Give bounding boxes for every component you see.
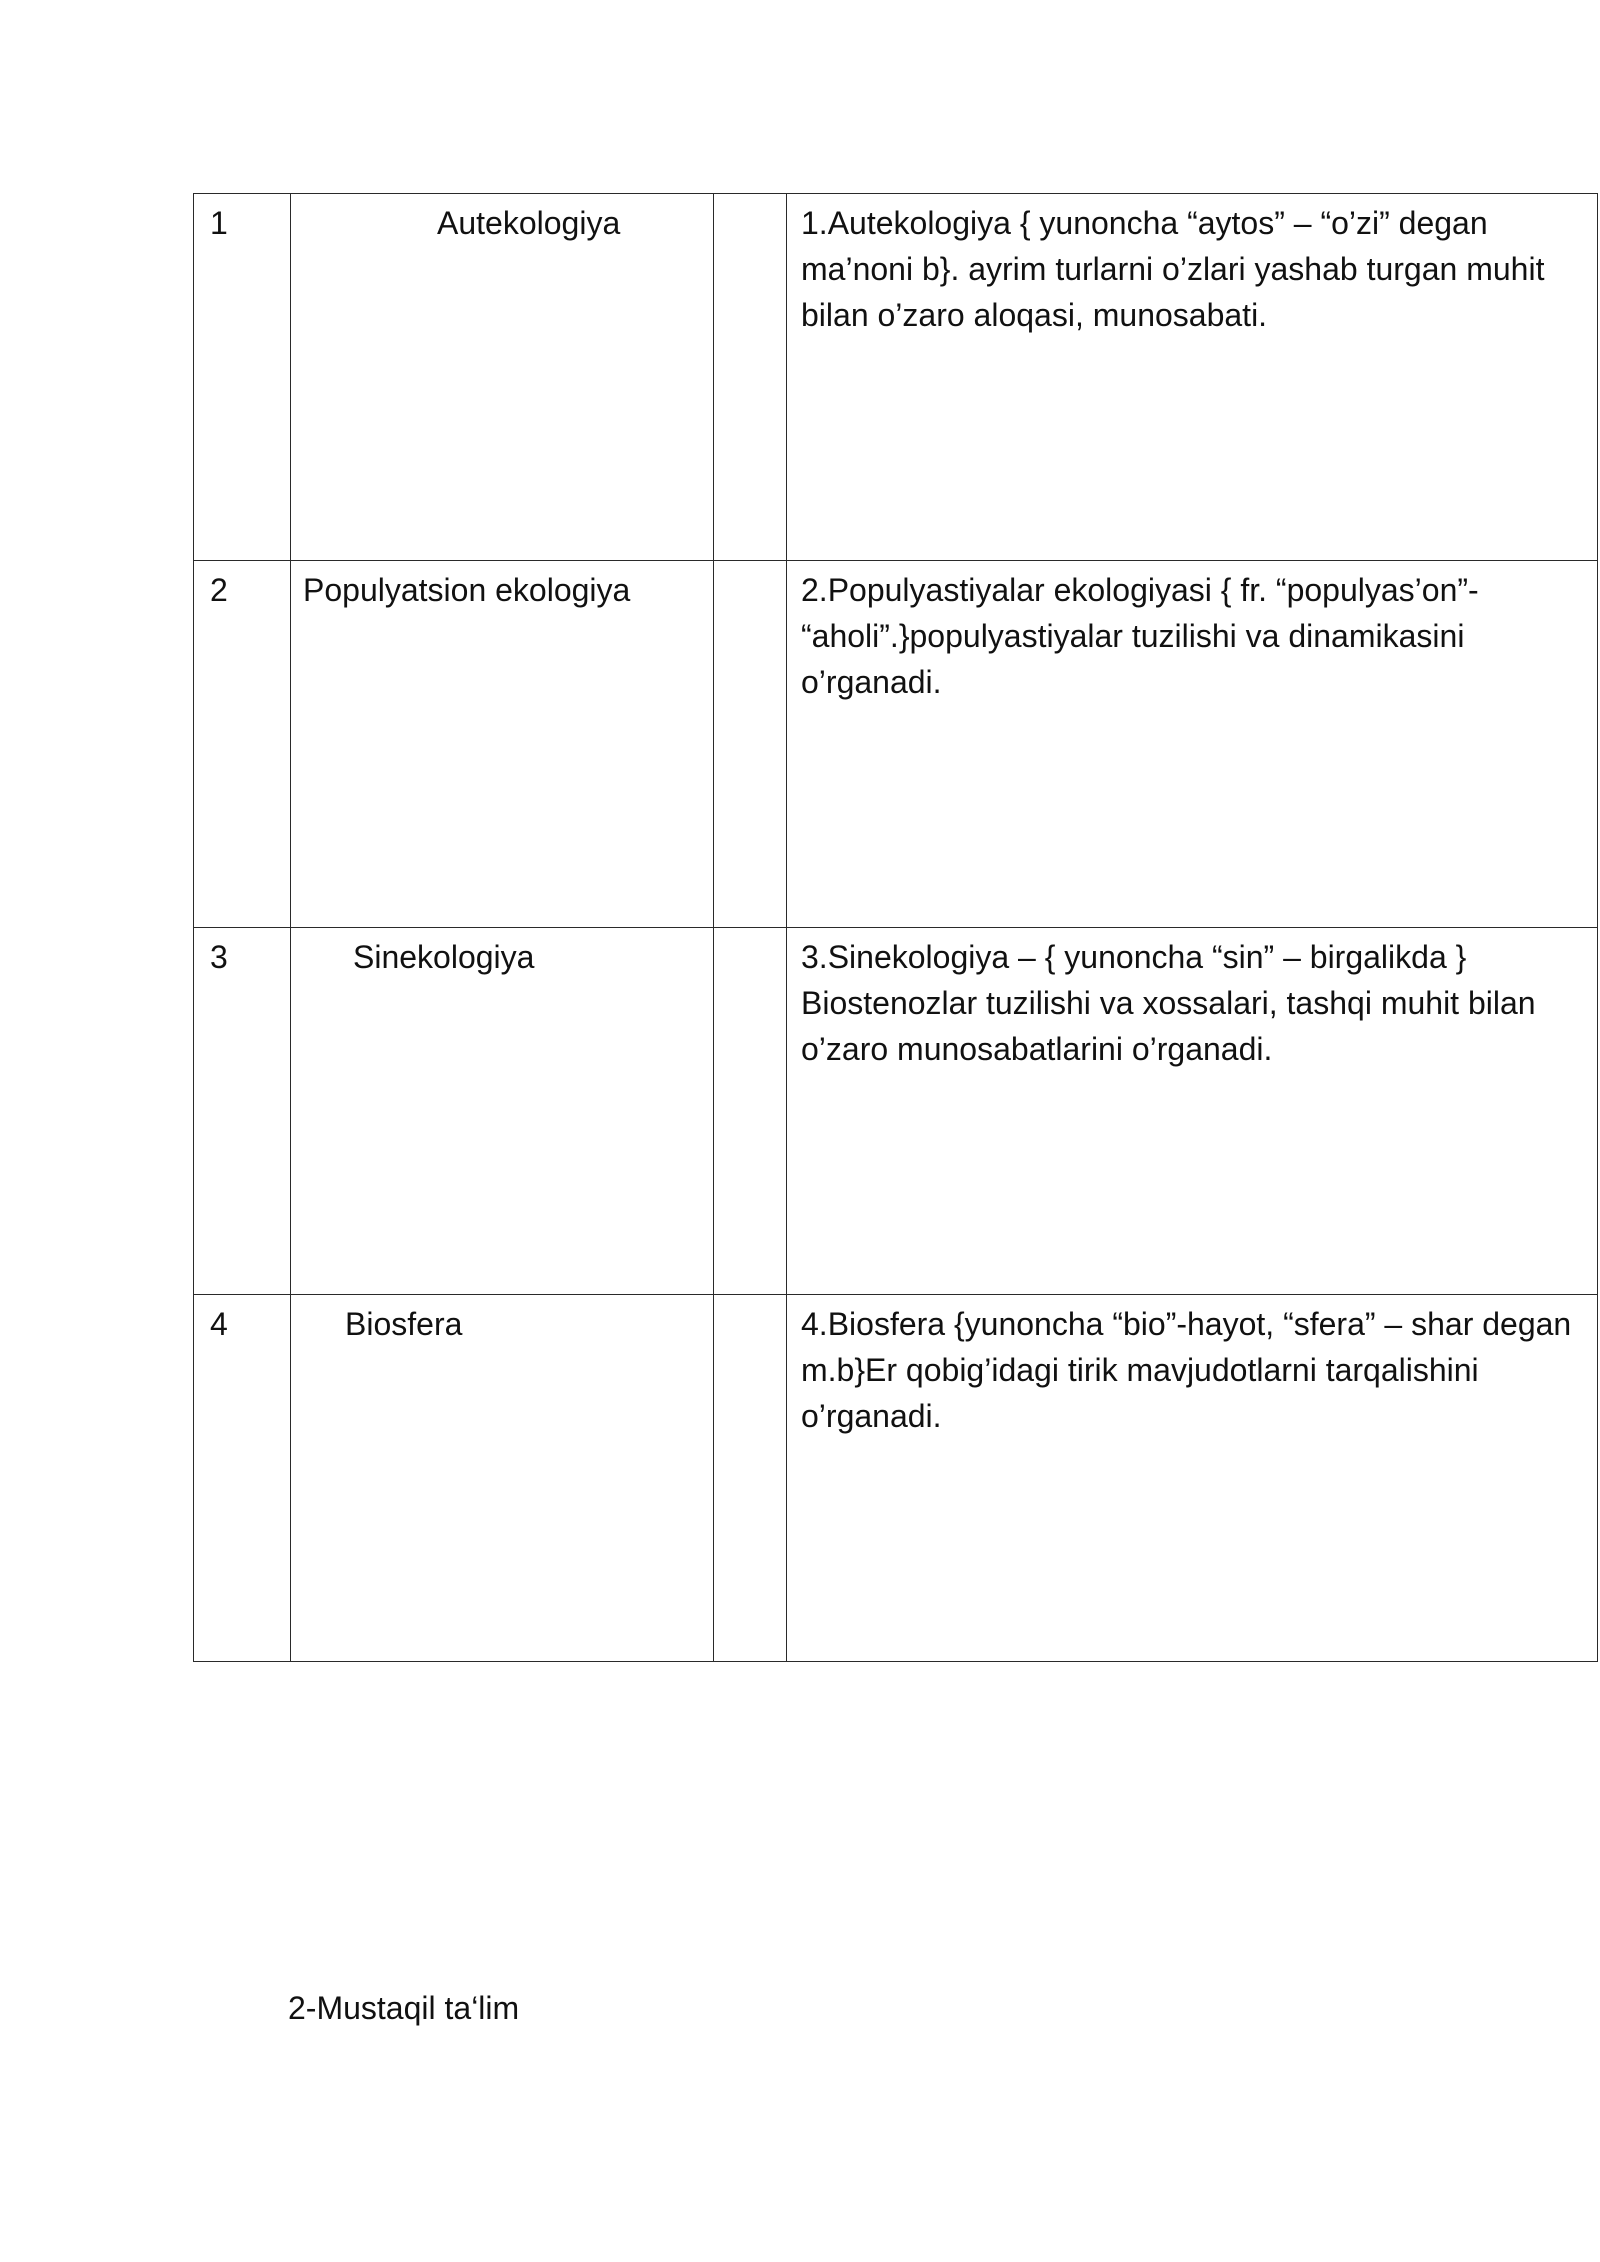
empty-cell <box>714 928 787 1295</box>
row-number-cell <box>194 561 291 928</box>
section-heading: 2-Mustaqil ta‘lim <box>288 1990 520 2026</box>
definition-text: 2.Populyastiyalar ekologiyasi { fr. “populyas’on”- “aholi”.}populyastiyalar tuzilishi va dinamikasini o’rganadi. <box>801 572 1479 700</box>
row-number-cell <box>194 194 291 561</box>
term-cell <box>291 928 714 1295</box>
empty-cell <box>714 194 787 561</box>
definition-cell <box>787 928 1598 1295</box>
term-label: Populyatsion ekologiya <box>303 572 631 608</box>
ecology-branches-table <box>193 193 1598 1662</box>
row-number: 2 <box>210 572 228 608</box>
row-number-cell <box>194 1295 291 1662</box>
row-number: 3 <box>210 939 228 975</box>
table-row <box>194 561 1598 928</box>
definition-cell <box>787 1295 1598 1662</box>
term-cell <box>291 561 714 928</box>
table-row <box>194 194 1598 561</box>
definition-cell <box>787 561 1598 928</box>
row-number-cell <box>194 928 291 1295</box>
empty-cell <box>714 1295 787 1662</box>
definition-text: 3.Sinekologiya – { yunoncha “sin” – birgalikda } Biostenozlar tuzilishi va xossalari, tashqi muhit bilan o’zaro munosabatlarini o’rganadi. <box>801 939 1536 1067</box>
table-row <box>194 928 1598 1295</box>
row-number: 4 <box>210 1306 228 1342</box>
term-label: Sinekologiya <box>353 939 535 975</box>
definition-cell <box>787 194 1598 561</box>
row-number: 1 <box>210 205 228 241</box>
term-label: Biosfera <box>345 1306 463 1342</box>
definition-text: 4.Biosfera {yunoncha “bio”-hayot, “sfera” – shar degan m.b}Er qobig’idagi tirik mavjudotlarni tarqalishini o’rganadi. <box>801 1306 1572 1434</box>
term-cell <box>291 1295 714 1662</box>
term-cell <box>291 194 714 561</box>
term-label: Autekologiya <box>437 205 621 241</box>
table-row <box>194 1295 1598 1662</box>
empty-cell <box>714 561 787 928</box>
definition-text: 1.Autekologiya { yunoncha “aytos” – “o’zi” degan ma’noni b}. ayrim turlarni o’zlari yashab turgan muhit bilan o’zaro aloqasi, munosabati. <box>801 205 1545 333</box>
